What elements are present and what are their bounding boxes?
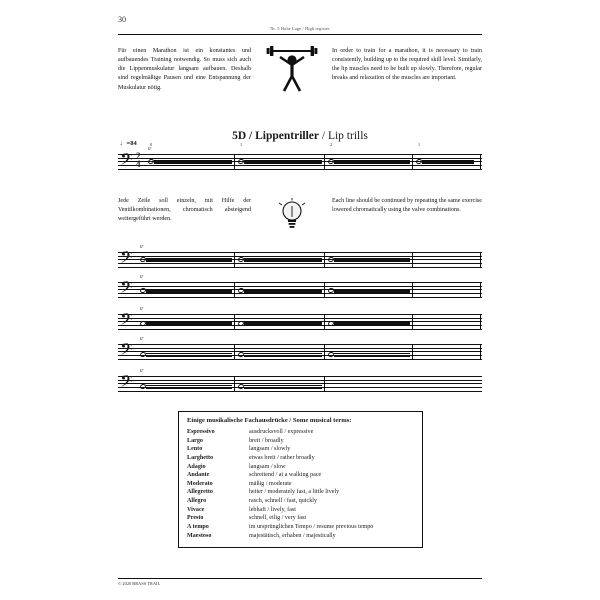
instruction-text-english: Each line should be continued by repeating the same exercise lowered chromatically using the valve combinations. [332, 198, 482, 214]
barline [324, 154, 325, 169]
staff [118, 337, 482, 363]
barline [412, 314, 413, 329]
beam-group [244, 258, 322, 260]
terms-row: Maestoso majestätisch, erhaben / majestically [187, 532, 336, 539]
beam-group [334, 322, 410, 324]
instruction-text-german: Jede Zeile soll einzeln, mit Hilfe der Ventilkombinationen, chromatisch absteigend weitergeführt werden. [118, 198, 251, 223]
beam-group [422, 160, 474, 162]
terms-row: Larghetto etwas breit / rather broadly [187, 454, 315, 461]
music-system-6 [118, 369, 482, 395]
music-system-5 [118, 337, 482, 363]
terms-row: Adagio langsam / slow [187, 463, 286, 470]
staff [118, 245, 482, 271]
barline [412, 282, 413, 297]
beam-group [244, 324, 322, 326]
beam-group [146, 324, 232, 326]
beam-group [334, 258, 410, 260]
barline [324, 282, 325, 297]
footer-divider [118, 578, 482, 579]
staff [118, 307, 482, 333]
terms-row: Allegro rasch, schnell / fast, quickly [187, 498, 318, 505]
section-number: 5D [232, 130, 247, 142]
barline [234, 154, 235, 169]
terms-row: Moderato mäßig / moderate [187, 480, 292, 487]
header-divider [118, 34, 482, 35]
section-title: 5D / Lippentriller / Lip trills [232, 130, 368, 142]
copyright-notice: © 2020 BRASS TRAIL [118, 581, 161, 586]
beam-group [334, 355, 410, 357]
bass-clef-icon: 𝄢 [120, 339, 133, 363]
bass-clef-icon: 𝄢 [120, 371, 133, 395]
beam-group [334, 162, 410, 164]
barline [412, 344, 413, 359]
fingering-2: 2 [330, 142, 332, 147]
staff [118, 275, 482, 301]
lightbulb-icon [277, 197, 307, 231]
beam-group [146, 260, 232, 262]
barline [234, 282, 235, 297]
beam-group [334, 289, 410, 291]
terms-row: Vivace lebhaft / lively, fast [187, 506, 296, 513]
beam-group [334, 291, 410, 293]
musical-terms-box [178, 411, 423, 548]
trill-mark: tr [140, 307, 144, 312]
barline [324, 344, 325, 359]
beam-group [422, 162, 474, 164]
bass-clef-icon: 𝄢 [120, 149, 133, 173]
staff-lines [118, 376, 482, 391]
terms-row: A tempo im ursprünglichen Tempo / resume previous tempo [187, 524, 374, 531]
trill-mark: tr [140, 245, 144, 250]
section-title-de: Lippentriller [255, 130, 319, 142]
terms-row: Lento langsam / slowly [187, 446, 291, 453]
fingering-1: 1 [240, 142, 242, 147]
beam-group [244, 387, 322, 389]
barline [480, 344, 481, 359]
trill-mark: tr [140, 369, 144, 374]
fingering-3: 1 [418, 142, 420, 147]
beam-group [244, 353, 322, 355]
barline [480, 314, 481, 329]
beam-group [154, 162, 232, 164]
barline [234, 314, 235, 329]
barline [480, 154, 481, 169]
beam-group [244, 160, 322, 162]
terms-list [187, 428, 414, 540]
trill-mark: tr [148, 147, 152, 152]
barline [234, 376, 235, 391]
beam-group [146, 258, 232, 260]
staff [118, 369, 482, 395]
beam-group [244, 322, 322, 324]
beam-group [334, 353, 410, 355]
barline [324, 252, 325, 267]
barline [234, 344, 235, 359]
beam-group [244, 385, 322, 387]
barline [480, 252, 481, 267]
beam-group [146, 385, 232, 387]
trill-mark: tr [140, 275, 144, 280]
beam-group [146, 353, 232, 355]
barline [412, 154, 413, 169]
beam-group [334, 260, 410, 262]
intro-text-german: Für einen Marathon ist ein konstantes und aufbauendes Training notwendig. So muss sich auch die Lippenmuskulatur langsam aufbauen. Deshalb sind regelmäßige Pausen und eine Entspannung der Muskulatur nötig. [118, 48, 251, 91]
terms-row: Andante schreitend / at a walking pace [187, 472, 322, 479]
beam-group [146, 355, 232, 357]
terms-row: Espressivo ausdrucksvoll / expressive [187, 429, 314, 435]
barline [412, 252, 413, 267]
beam-group [244, 162, 322, 164]
bass-clef-icon: 𝄢 [120, 309, 133, 333]
beam-group [334, 160, 410, 162]
beam-group [334, 324, 410, 326]
music-system-2 [118, 245, 482, 271]
section-title-en: Lip trills [327, 130, 368, 142]
terms-title: Einige musikalische Fachausdrücke / Some musical terms: [187, 417, 352, 424]
intro-text-english: In order to train for a marathon, it is necessary to train consistently, building up to the required skill level. Similarly, the lip muscles need to be built up slowly. Therefore, regular breaks and relaxation of the muscles are important. [332, 48, 482, 82]
staff-lines [118, 344, 482, 359]
music-system-4 [118, 307, 482, 333]
instruction-section [118, 197, 482, 231]
barline [234, 252, 235, 267]
fingering-0: 0 [150, 142, 152, 147]
tempo-marking: ♩=84 [120, 140, 137, 147]
beam-group [146, 322, 232, 324]
barline [480, 282, 481, 297]
barline [324, 314, 325, 329]
beam-group [244, 355, 322, 357]
page-number: 30 [118, 15, 126, 24]
terms-row: Largo breit / broadly [187, 437, 284, 444]
beam-group [146, 289, 232, 291]
terms-row: Allegretto heiter / moderately fast, a little lively [187, 489, 340, 496]
weightlifter-icon [264, 43, 320, 99]
trill-mark: tr [140, 337, 144, 342]
beam-group [146, 291, 232, 293]
music-system-3 [118, 275, 482, 301]
barline [324, 376, 325, 391]
beam-group [244, 289, 322, 291]
running-header: Nr. 5 Hohe Lage / High register [270, 26, 330, 31]
beam-group [154, 160, 232, 162]
time-signature: 2 4 [136, 151, 141, 169]
beam-group [244, 291, 322, 293]
music-system-1 [118, 140, 482, 173]
bass-clef-icon: 𝄢 [120, 277, 133, 301]
beam-group [146, 387, 232, 389]
intro-section [118, 47, 482, 99]
beam-group [244, 260, 322, 262]
terms-row: Presto schnell, eilig / very fast [187, 515, 307, 522]
bass-clef-icon: 𝄢 [120, 247, 133, 271]
